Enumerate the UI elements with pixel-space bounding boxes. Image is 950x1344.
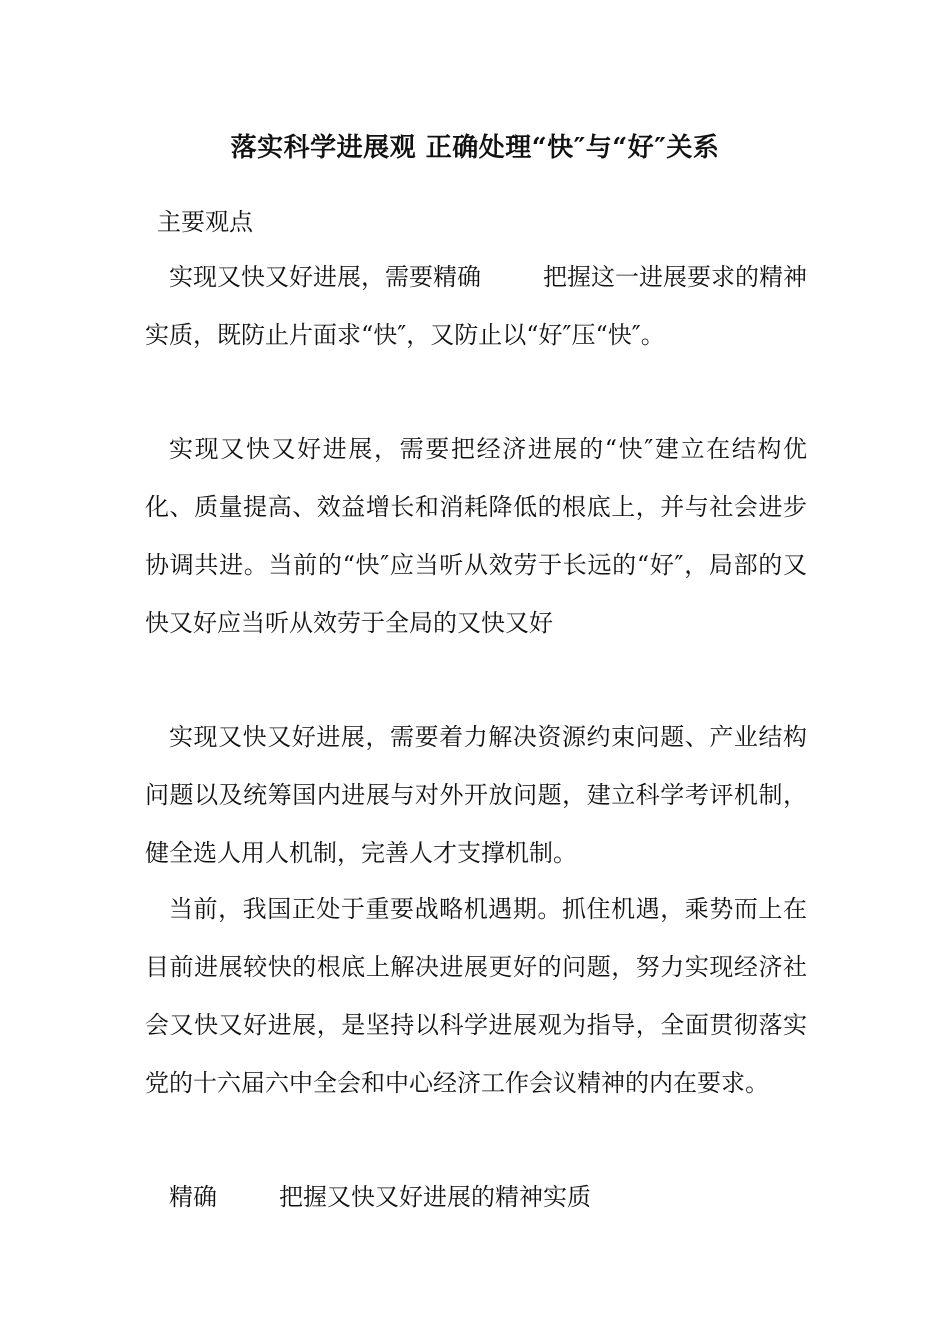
paragraph-1 [145, 248, 807, 364]
document-title: 落实科学进展观 正确处理“快″与“好″关系 [230, 133, 720, 163]
paragraph-2: 实现又快又好进展，需要把经济进展的“快″建立在结构优化、质量提高、效益增长和消耗降低的根底上，并与社会进步协调共进。当前的“快″应当听从效劳于长远的“好″，局部的又快又好应当听从效劳于全局的又快又好 [145, 435, 807, 637]
paragraph-5-part1: 精确 [169, 1183, 217, 1211]
paragraph-3: 实现又快又好进展，需要着力解决资源约束问题、产业结构问题以及统筹国内进展与对外开放问题，建立科学考评机制，健全选人用人机制，完善人才支撑机制。 [145, 723, 807, 867]
section-heading: 主要观点 [157, 208, 253, 236]
paragraph-4: 当前，我国正处于重要战略机遇期。抓住机遇，乘势而上在目前进展较快的根底上解决进展更好的问题，努力实现经济社会又快又好进展，是坚持以科学进展观为指导，全面贯彻落实党的十六届六中全会和中心经济工作会议精神的内在要求。 [145, 895, 807, 1097]
paragraph-1-part1: 实现又快又好进展，需要精确 [169, 263, 481, 291]
paragraph-5-part2: 把握又快又好进展的精神实质 [279, 1183, 591, 1211]
paragraph-5 [145, 1168, 807, 1226]
paragraph-1-part2: 把握这一进展要求的精神实质，既防止片面求“快″，又防止以“好″压“快″。 [145, 263, 807, 349]
